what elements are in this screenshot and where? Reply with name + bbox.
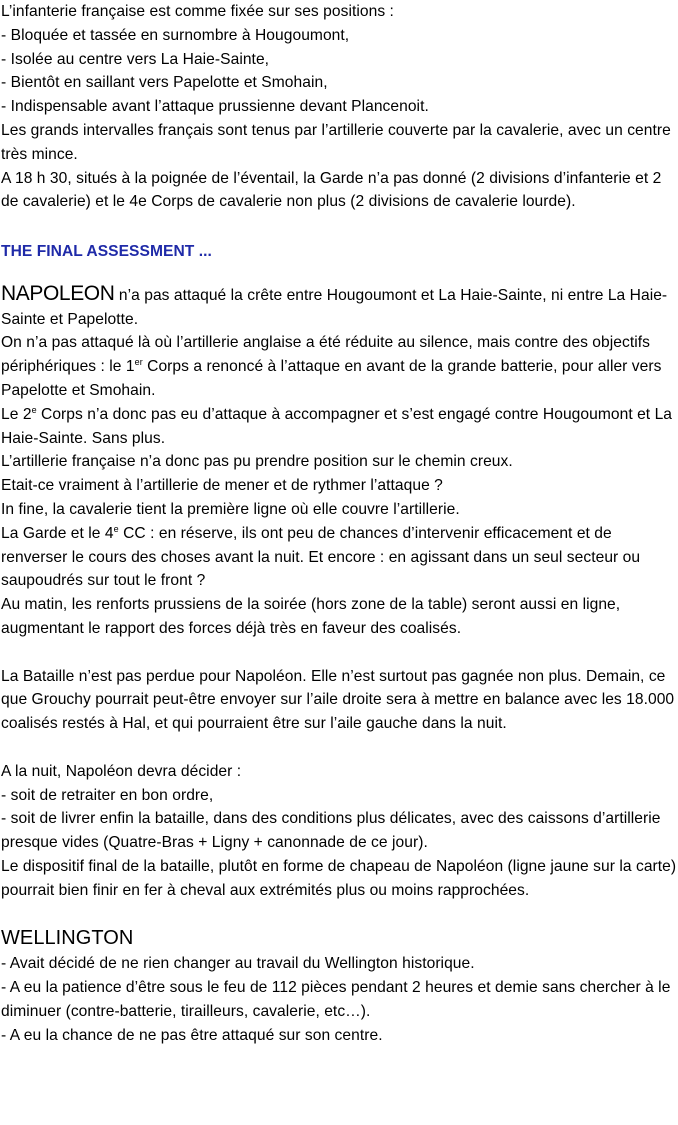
spacer <box>1 641 678 665</box>
superscript: e <box>113 523 119 534</box>
text-run: Corps n’a donc pas eu d’attaque à accompagner et s’est engagé contre Hougoumont et La Haie-Sainte. Sans plus. <box>1 405 673 447</box>
spacer <box>1 902 678 922</box>
napoleon-paragraph-1er-corps <box>1 331 678 402</box>
wellington-item: - A eu la chance de ne pas être attaqué sur son centre. <box>1 1026 383 1044</box>
intro-line: - Bloquée et tassée en surnombre à Hougoumont, <box>1 26 350 44</box>
text-run: CC : en réserve, ils ont peu de chances d’intervenir efficacement et de renverser le cours des choses avant la nuit. Et encore : en agissant dans un seul secteur ou saupoudrés sur tout le front ? <box>1 524 641 590</box>
napoleon-paragraph-dispositif: Le dispositif final de la bataille, plutôt en forme de chapeau de Napoléon (ligne jaune sur la carte) pourrait bien finir en fer à cheval aux extrémités plus ou moins rapprochées. <box>1 857 677 899</box>
wellington-item: - Avait décidé de ne rien changer au travail du Wellington historique. <box>1 955 475 973</box>
intro-line: - Indispensable avant l’attaque prussienne devant Plancenoit. <box>1 98 429 116</box>
superscript: er <box>134 356 143 367</box>
spacer <box>1 736 678 760</box>
intro-paragraph-intervals: Les grands intervalles français sont tenus par l’artillerie couverte par la cavalerie, avec un centre très mince. <box>1 121 671 163</box>
napoleon-option: - soit de livrer enfin la bataille, dans des conditions plus délicates, avec des caissons d’artillerie presque vides (Quatre-Bras + Ligny + canonnade de ce jour). <box>1 810 661 852</box>
napoleon-paragraph-renforts: Au matin, les renforts prussiens de la soirée (hors zone de la table) seront aussi en ligne, augmentant le rapport des forces déjà très en faveur des coalisés. <box>1 596 621 637</box>
napoleon-option: - soit de retraiter en bon ordre, <box>1 786 214 804</box>
wellington-item: - A eu la patience d’être sous le feu de 112 pièces pendant 2 heures et demie sans chercher à le diminuer (contre-batterie, tirailleurs, cavalerie, etc…). <box>1 979 671 1021</box>
napoleon-paragraph-nuit: A la nuit, Napoléon devra décider : <box>1 762 242 780</box>
text-run: Le 2 <box>1 405 32 423</box>
text-run: Corps a renoncé à l’attaque en avant de la grande batterie, pour aller vers Papelotte et Smohain. <box>1 358 662 399</box>
napoleon-paragraph-reserve <box>1 522 678 593</box>
text-run: On n’a pas attaqué là où l’artillerie anglaise a été réduite au silence, mais contre des objectifs périphériques : le 1 <box>1 334 650 376</box>
napoleon-paragraph-bataille: La Bataille n’est pas perdue pour Napoléon. Elle n’est surtout pas gagnée non plus. Demain, ce que Grouchy pourrait peut-être envoyer sur l’aile droite sera à mettre en balance avec les 18.000 coalisés restés à Hal, et qui pourraient être sur l’aile gauche dans la nuit. <box>1 667 675 733</box>
final-assessment-heading: THE FINAL ASSESSMENT ... <box>1 242 212 260</box>
napoleon-paragraph-cavalerie: In fine, la cavalerie tient la première ligne où elle couvre l’artillerie. <box>1 500 460 518</box>
intro-line: - Isolée au centre vers La Haie-Sainte, <box>1 50 270 68</box>
superscript: e <box>31 404 37 415</box>
intro-line: - Bientôt en saillant vers Papelotte et Smohain, <box>1 74 328 92</box>
wellington-heading: WELLINGTON <box>1 927 134 950</box>
text-run: La Garde et le 4 <box>1 524 114 542</box>
spacer <box>1 214 678 238</box>
napoleon-paragraph-artillerie: L’artillerie française n’a donc pas pu prendre position sur le chemin creux. <box>1 453 513 471</box>
intro-line: L’infanterie française est comme fixée sur ses positions : <box>1 3 394 20</box>
napoleon-paragraph-2e-corps <box>1 403 678 451</box>
spacer <box>1 264 678 282</box>
napoleon-lead-paragraph <box>1 282 678 332</box>
napoleon-paragraph-question: Etait-ce vraiment à l’artillerie de mener et de rythmer l’attaque ? <box>1 477 443 495</box>
napoleon-lead-text: n’a pas attaqué la crête entre Hougoumont et La Haie-Sainte, ni entre La Haie-Sainte et Papelotte. <box>1 286 668 328</box>
intro-paragraph-garde: A 18 h 30, situés à la poignée de l’éventail, la Garde n’a pas donné (2 divisions d’infanterie et 2 de cavalerie) et le 4e Corps de cavalerie non plus (2 divisions de cavalerie lourde). <box>1 169 662 211</box>
napoleon-heading: NAPOLEON <box>1 281 115 305</box>
